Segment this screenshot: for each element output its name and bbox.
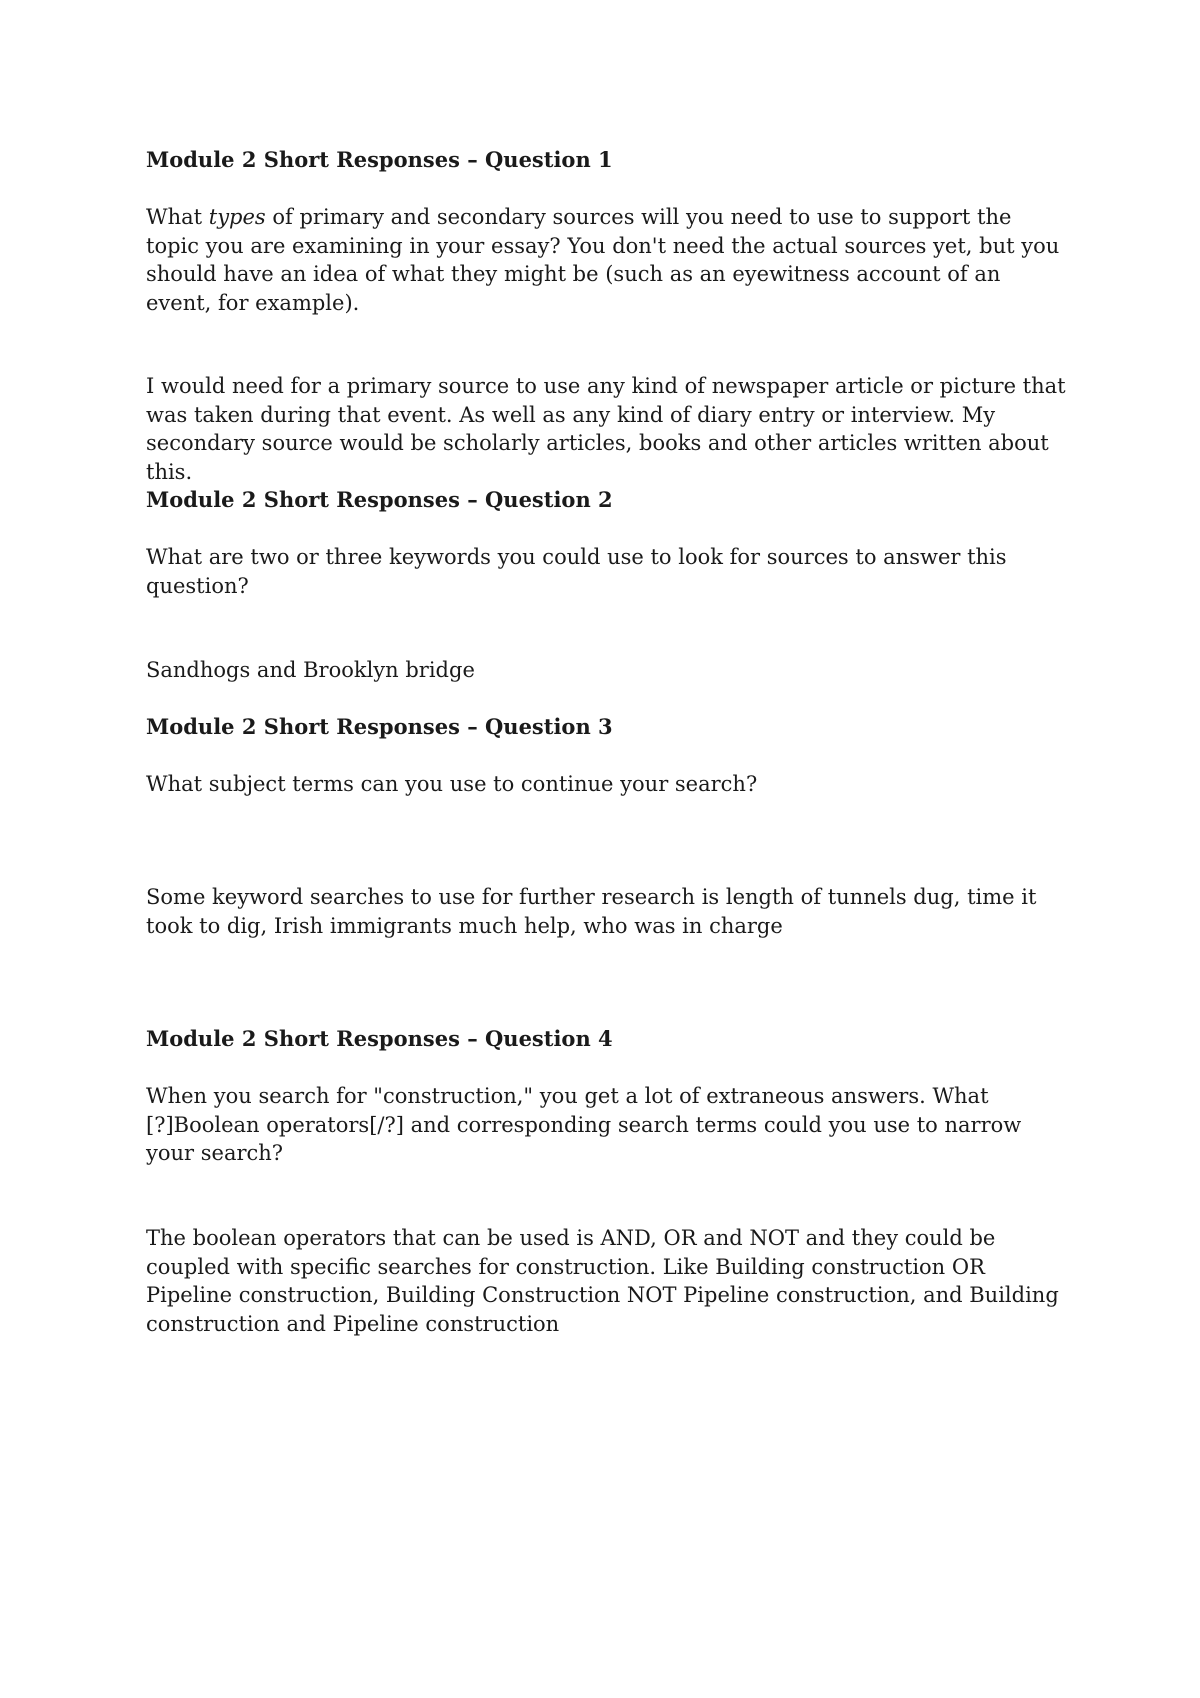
- question-4-answer: The boolean operators that can be used is AND, OR and NOT and they could be coupled with specific searches for construction. Like Building construction OR Pipeline construction, Building Construction NOT Pipeline construction, and Building construction and Pipeline construction: [146, 1226, 1059, 1336]
- question-2-answer: Sandhogs and Brooklyn bridge: [146, 658, 475, 682]
- question-1-prompt-rest: of primary and secondary sources will you need to use to support the topic you are examining in your essay? You don't need the actual sources yet, but you should have an idea of what they might be (such as an eyewitness account of an event, for example).: [146, 205, 1060, 315]
- question-2-prompt: What are two or three keywords you could use to look for sources to answer this question?: [146, 545, 1007, 598]
- question-4-heading: Module 2 Short Responses – Question 4: [146, 1026, 613, 1051]
- question-3-answer: Some keyword searches to use for further research is length of tunnels dug, time it took to dig, Irish immigrants much help, who was in charge: [146, 885, 1037, 938]
- question-4-prompt: When you search for "construction," you get a lot of extraneous answers. What [?]Boolean operators[/?] and corresponding search terms could you use to narrow your search?: [146, 1084, 1022, 1165]
- question-3-prompt: What subject terms can you use to continue your search?: [146, 772, 758, 796]
- question-2-heading: Module 2 Short Responses – Question 2: [146, 487, 613, 512]
- question-1-heading: Module 2 Short Responses – Question 1: [146, 147, 613, 172]
- question-3-heading: Module 2 Short Responses – Question 3: [146, 714, 613, 739]
- question-1-answer: I would need for a primary source to use any kind of newspaper article or picture that was taken during that event. As well as any kind of diary entry or interview. My secondary source would be scholarly articles, books and other articles written about this.: [146, 374, 1066, 484]
- question-1-prompt-start: What: [146, 205, 209, 229]
- question-1-prompt-emphasis: types: [208, 205, 266, 229]
- question-1-prompt: [146, 203, 1066, 317]
